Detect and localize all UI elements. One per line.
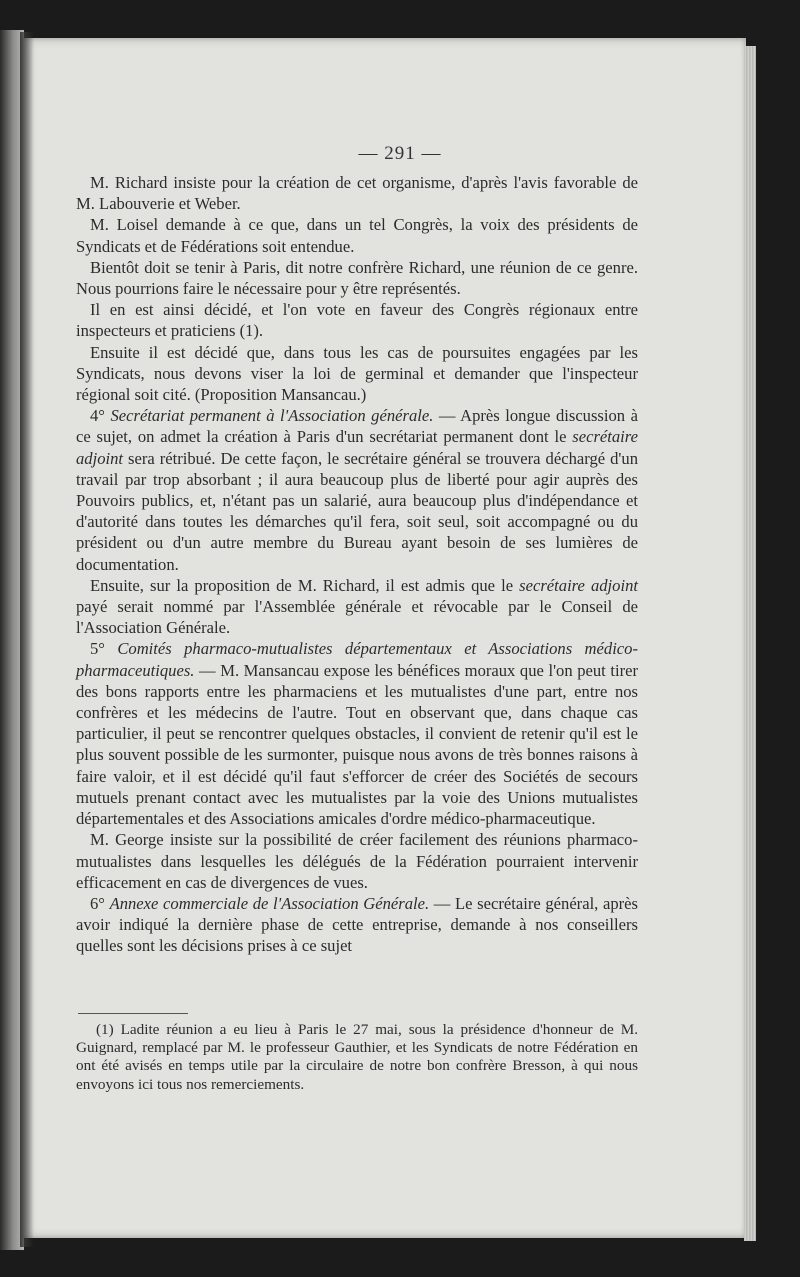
emphasis-term: secrétaire adjoint: [519, 575, 638, 595]
paragraph-9: [76, 829, 638, 893]
section-number: 4°: [90, 406, 111, 426]
footnote-divider: [78, 1013, 188, 1014]
emphasis-term: secrétaire adjoint: [76, 427, 638, 468]
section-number: 5°: [90, 639, 118, 659]
section-4-secretariat: [76, 405, 638, 575]
paragraph-2: [76, 214, 638, 256]
paragraph-5: [76, 342, 638, 406]
paragraph-text: M. George insiste sur la possibilité de créer facilement des réunions pharmaco-mutualistes dans lesquelles les délégués de la Fédération pourraient intervenir efficacement en cas de divergences de vues.: [76, 830, 638, 892]
section-number: 6°: [90, 893, 110, 913]
footnote: [76, 1021, 638, 1094]
paragraph-text: payé serait nommé par l'Assemblée générale et révocable par le Conseil de l'Association Générale.: [76, 597, 638, 638]
gutter-shadow: [20, 32, 34, 1247]
paragraph-1: [76, 172, 638, 214]
paragraph-text: M. Richard insiste pour la création de cet organisme, d'après l'avis favorable de M. Labouverie et Weber.: [76, 173, 638, 214]
footnote-text: (1) Ladite réunion a eu lieu à Paris le 27 mai, sous la présidence d'honneur de M. Guignard, remplacé par M. le professeur Gauthier, et les Syndicats de notre Fédération en ont été avisés en temps utile par la circulaire de notre bon confrère Bresson, à qui nous envoyons ici tous nos remerciements.: [76, 1021, 638, 1093]
paragraph-text: Ensuite, sur la proposition de M. Richard, il est admis que le: [90, 575, 520, 595]
page-edges: [744, 46, 756, 1241]
paragraph-text: sera rétribué. De cette façon, le secrétaire général se trouvera déchargé d'un travail par trop absorbant ; il aura beaucoup plus de liberté pour agir auprès des Pouvoirs publics, et, n'étant pas un salarié, aura beaucoup plus d'indépendance et d'autorité dans toutes les démarches qu'il fera, soit seul, soit accompagné ou du président ou d'un autre membre du Bureau ayant besoin de ses lumières de documentation.: [76, 448, 638, 574]
paragraph-4: [76, 299, 638, 341]
paragraph-text: Ensuite il est décidé que, dans tous les cas de poursuites engagées par les Syndicats, nous devons viser la loi de germinal et demander que l'inspecteur régional soit cité. (Proposition Mansancau.): [76, 342, 638, 405]
body-text: [76, 172, 638, 957]
section-heading: Secrétariat permanent à l'Association générale.: [110, 406, 434, 426]
paragraph-text: M. Loisel demande à ce que, dans un tel Congrès, la voix des présidents de Syndicats et de Fédérations soit entendue.: [76, 215, 638, 256]
paragraph-text: — M. Mansancau expose les bénéfices moraux que l'on peut tirer des bons rapports entre les pharmaciens et les mutualistes d'une part, entre nos confrères et les médecins de l'autre. Tout en observant que, dans chaque cas particulier, il peut se rencontrer quelques obstacles, il convient de retenir qu'il est le plus souvent possible de les surmonter, puisque nous avons de très bonnes raisons à faire valoir, et il est décidé qu'il faut s'efforcer de créer des Sociétés de secours mutuels prenant contact avec les mutualistes par la voie des Unions mutualistes départementales et des Associations amicales d'ordre médico-pharmaceutique.: [76, 660, 638, 829]
paragraph-text: Il en est ainsi décidé, et l'on vote en faveur des Congrès régionaux entre inspecteurs et praticiens (1).: [76, 300, 638, 341]
section-6-annexe: [76, 893, 638, 957]
paragraph-text: Bientôt doit se tenir à Paris, dit notre confrère Richard, une réunion de ce genre. Nous pourrions faire le nécessaire pour y être représentés.: [76, 257, 638, 299]
paragraph-text: — Après longue discussion à ce sujet, on admet la création à Paris d'un secrétariat permanent dont le: [76, 406, 638, 447]
paragraph-3: [76, 257, 638, 299]
section-heading: Annexe commerciale de l'Association Générale.: [109, 893, 430, 913]
section-5-comites: [76, 638, 638, 829]
page-number: — 291 —: [358, 143, 442, 164]
paragraph-text: — Le secrétaire général, après avoir indiqué la dernière phase de cette entreprise, demande à nos conseillers quelles sont les décisions prises à ce sujet: [76, 893, 638, 956]
section-heading: Comités pharmaco-mutualistes départementaux et Associations médico-pharmaceutiques.: [76, 639, 638, 680]
paragraph-7: [76, 575, 638, 639]
